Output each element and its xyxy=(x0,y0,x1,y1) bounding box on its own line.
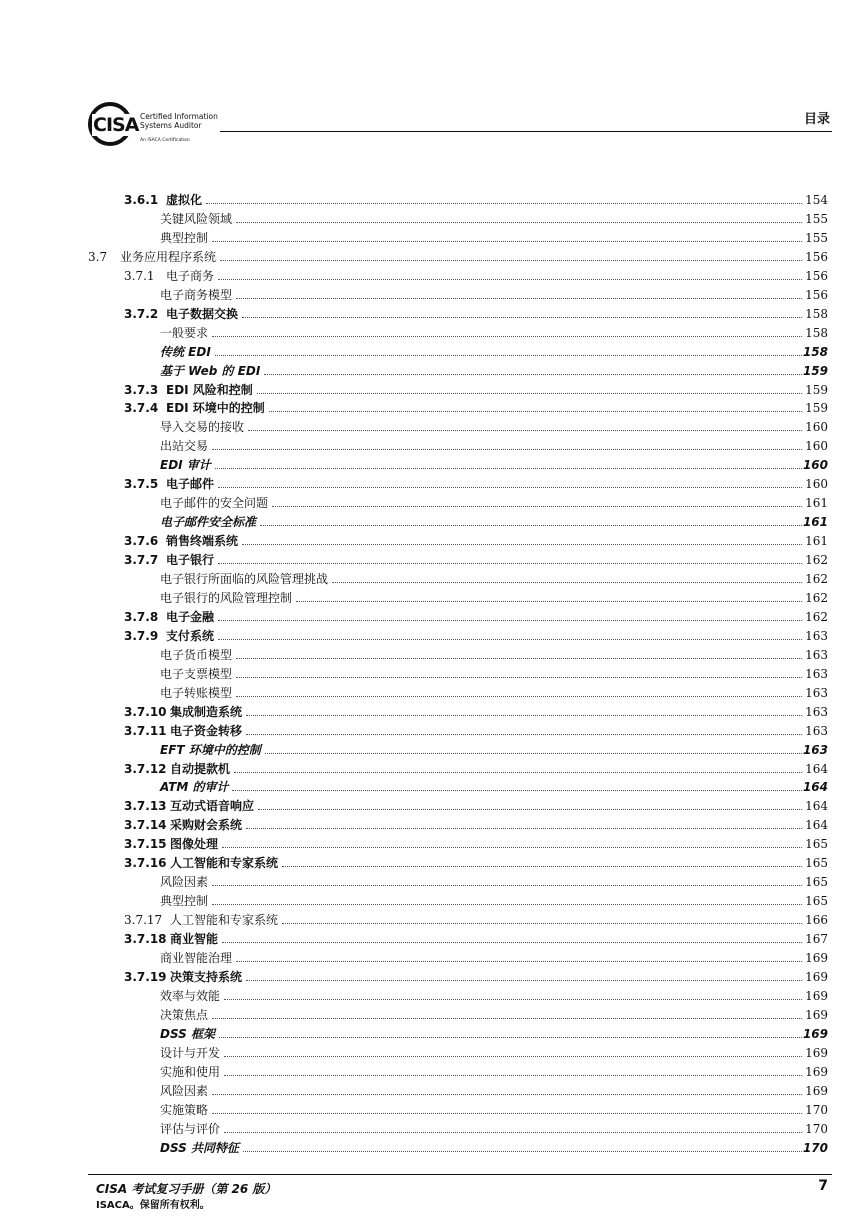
toc-entry-title: EFT 环境中的控制 xyxy=(160,742,261,757)
toc-entry-page: 163 xyxy=(805,647,828,662)
toc-entry[interactable] xyxy=(0,1006,868,1025)
toc-entry-page: 165 xyxy=(805,894,828,909)
toc-entry-title: 设计与开发 xyxy=(160,1045,221,1060)
toc-entry[interactable] xyxy=(0,210,868,229)
toc-entry-title: 互动式语音响应 xyxy=(170,799,255,814)
toc-entry-title: DSS 框架 xyxy=(160,1026,215,1041)
toc-entry-number: 3.7.19 xyxy=(124,969,167,984)
toc-entry-page: 160 xyxy=(805,439,828,454)
toc-entry-page: 167 xyxy=(805,932,828,947)
toc-leader-dots xyxy=(218,487,802,488)
toc-entry-title: 图像处理 xyxy=(170,837,219,852)
toc-entry-title: 电子邮件 xyxy=(166,477,215,492)
toc-entry-page: 162 xyxy=(805,590,828,605)
toc-leader-dots xyxy=(218,620,802,621)
toc-entry-title: 电子邮件安全标准 xyxy=(160,515,257,530)
toc-entry-title: 一般要求 xyxy=(160,325,209,340)
toc-entry-title: EDI 环境中的控制 xyxy=(166,401,265,416)
toc-leader-dots xyxy=(264,374,802,375)
toc-entry-page: 155 xyxy=(805,211,828,226)
toc-entry-number: 3.7.1 xyxy=(124,268,155,283)
toc-entry-title: DSS 共同特征 xyxy=(160,1140,239,1155)
toc-entry-title: 出站交易 xyxy=(160,439,209,454)
toc-entry-number: 3.7 xyxy=(88,249,108,264)
toc-entry-number: 3.7.16 xyxy=(124,856,167,871)
toc-entry[interactable] xyxy=(0,1082,868,1101)
toc-entry-page: 169 xyxy=(802,1026,828,1041)
toc-entry-title: EDI 审计 xyxy=(160,458,211,473)
toc-entry[interactable] xyxy=(0,930,868,949)
toc-entry[interactable] xyxy=(0,305,868,324)
toc-entry-title: 虚拟化 xyxy=(166,193,203,207)
toc-entry-number: 3.7.10 xyxy=(124,704,167,719)
toc-entry-title: 支付系统 xyxy=(166,628,215,643)
toc-entry-title: 评估与评价 xyxy=(160,1121,221,1136)
toc-entry-number: 3.7.4 xyxy=(124,401,159,416)
toc-entry-number: 3.7.13 xyxy=(124,799,167,814)
toc-entry-number: 3.7.14 xyxy=(124,818,167,833)
toc-entry-page: 169 xyxy=(805,1007,828,1022)
toc-leader-dots xyxy=(218,279,802,280)
toc-entry-page: 154 xyxy=(805,193,828,207)
toc-leader-dots xyxy=(212,904,802,905)
toc-entry[interactable] xyxy=(0,475,868,494)
toc-entry-page: 158 xyxy=(802,344,828,359)
toc-entry-title: 实施和使用 xyxy=(160,1064,221,1079)
toc-entry-page: 161 xyxy=(805,496,828,511)
toc-entry-page: 159 xyxy=(802,363,828,378)
toc-entry-number: 3.7.8 xyxy=(124,609,159,624)
toc-entry-number: 3.7.11 xyxy=(124,723,167,738)
toc-entry-number: 3.7.18 xyxy=(124,932,167,947)
toc-entry-page: 160 xyxy=(805,420,828,435)
toc-entry-page: 169 xyxy=(805,1064,828,1079)
toc-entry[interactable] xyxy=(0,684,868,703)
toc-entry[interactable] xyxy=(0,703,868,722)
toc-leader-dots xyxy=(243,1151,802,1152)
toc-entry-number: 3.7.5 xyxy=(124,477,159,492)
toc-entry-title: 电子商务模型 xyxy=(160,287,233,302)
toc-leader-dots xyxy=(296,601,802,602)
logo-text xyxy=(140,112,218,130)
toc-leader-dots xyxy=(212,1094,802,1095)
logo-mark: CISA xyxy=(93,114,139,136)
toc-entry-title: 人工智能和专家系统 xyxy=(170,913,279,928)
toc-leader-dots xyxy=(224,999,802,1000)
toc-entry[interactable] xyxy=(0,646,868,665)
toc-entry-title: 导入交易的接收 xyxy=(160,420,245,435)
toc-entry-page: 159 xyxy=(805,401,828,416)
toc-entry-number: 3.7.2 xyxy=(124,306,159,321)
toc-entry[interactable] xyxy=(0,760,868,779)
toc-entry-page: 162 xyxy=(805,572,828,586)
toc-entry-page: 162 xyxy=(805,609,828,624)
toc-entry-title: 集成制造系统 xyxy=(170,704,243,719)
toc-entry-page: 170 xyxy=(805,1121,828,1136)
toc-entry-page: 156 xyxy=(805,268,828,283)
toc-entry-page: 164 xyxy=(802,780,828,795)
toc-leader-dots xyxy=(224,1132,802,1133)
page-number: 7 xyxy=(818,1178,828,1194)
toc-entry-title: 电子商务 xyxy=(166,268,215,283)
toc-leader-dots xyxy=(242,544,802,545)
toc-entry-page: 163 xyxy=(805,685,828,700)
toc-entry[interactable] xyxy=(0,551,868,570)
toc-entry-title: 销售终端系统 xyxy=(166,534,239,549)
toc-entry[interactable] xyxy=(0,1139,868,1158)
toc-entry[interactable] xyxy=(0,324,868,343)
toc-entry-page: 163 xyxy=(805,704,828,719)
toc-entry[interactable] xyxy=(0,399,868,418)
toc-entry[interactable] xyxy=(0,1063,868,1082)
toc-entry[interactable] xyxy=(0,892,868,911)
toc-entry-number: 3.7.17 xyxy=(124,913,163,928)
toc-entry-title: 业务应用程序系统 xyxy=(120,249,217,264)
toc-entry[interactable] xyxy=(0,362,868,381)
toc-leader-dots xyxy=(236,696,802,697)
toc-leader-dots xyxy=(282,923,802,924)
toc-entry-page: 164 xyxy=(805,818,828,833)
toc-leader-dots xyxy=(212,1018,802,1019)
toc-entry-page: 164 xyxy=(805,761,828,776)
toc-entry[interactable] xyxy=(0,854,868,873)
toc-entry[interactable] xyxy=(0,248,868,267)
toc-leader-dots xyxy=(212,449,802,450)
toc-leader-dots xyxy=(212,885,802,886)
logo-line-2: Systems Auditor xyxy=(140,121,202,130)
toc-leader-dots xyxy=(222,942,802,943)
toc-entry-title: 电子资金转移 xyxy=(170,723,243,738)
toc-entry-title: 典型控制 xyxy=(160,230,209,245)
footer-rule xyxy=(88,1174,832,1175)
toc-entry-page: 161 xyxy=(802,515,828,530)
footer-copyright: ISACA。保留所有权利。 xyxy=(96,1200,210,1211)
toc-entry-title: 效率与效能 xyxy=(160,988,221,1003)
toc-entry-page: 165 xyxy=(805,837,828,852)
toc-entry[interactable] xyxy=(0,608,868,627)
toc-entry-title: 电子金融 xyxy=(166,609,215,624)
toc-entry[interactable] xyxy=(0,570,868,589)
toc-leader-dots xyxy=(242,317,802,318)
toc-entry[interactable] xyxy=(0,816,868,835)
toc-entry[interactable] xyxy=(0,778,868,797)
toc-entry[interactable] xyxy=(0,665,868,684)
toc-entry-title: 电子银行 xyxy=(166,553,215,568)
toc-entry[interactable] xyxy=(0,191,868,210)
toc-entry-title: 采购财会系统 xyxy=(170,818,243,833)
logo-subtitle: An ISACA Certification xyxy=(140,138,190,143)
toc-entry-page: 155 xyxy=(805,230,828,245)
toc-leader-dots xyxy=(212,1113,802,1114)
toc-leader-dots xyxy=(236,298,802,299)
toc-entry-page: 163 xyxy=(805,723,828,738)
toc-entry-title: 传统 EDI xyxy=(160,344,211,359)
toc-entry-title: 商业智能治理 xyxy=(160,951,233,965)
toc-entry-number: 3.7.15 xyxy=(124,837,167,852)
toc-leader-dots xyxy=(260,525,802,526)
toc-entry[interactable] xyxy=(0,1044,868,1063)
toc-entry[interactable] xyxy=(0,513,868,532)
toc-entry[interactable] xyxy=(0,532,868,551)
toc-entry-page: 169 xyxy=(805,988,828,1003)
toc-leader-dots xyxy=(219,1037,802,1038)
toc-entry-title: 人工智能和专家系统 xyxy=(170,856,279,871)
toc-entry-number: 3.6.1 xyxy=(124,193,159,207)
toc-entry-page: 163 xyxy=(805,628,828,643)
toc-leader-dots xyxy=(236,222,802,223)
toc-entry-title: ATM 的审计 xyxy=(160,780,229,795)
toc-entry-page: 162 xyxy=(805,553,828,568)
toc-entry-page: 163 xyxy=(802,742,828,757)
toc-leader-dots xyxy=(220,260,802,261)
toc-leader-dots xyxy=(234,772,802,773)
toc-leader-dots xyxy=(215,468,802,469)
toc-entry[interactable] xyxy=(0,1120,868,1139)
toc-entry-page: 156 xyxy=(805,287,828,302)
toc-entry[interactable] xyxy=(0,1101,868,1120)
toc-entry-title: 决策支持系统 xyxy=(170,969,243,984)
toc-entry[interactable] xyxy=(0,381,868,400)
toc-entry[interactable] xyxy=(0,741,868,760)
toc-entry-title: 关键风险领域 xyxy=(160,211,233,226)
toc-entry-page: 165 xyxy=(805,856,828,871)
toc-entry[interactable] xyxy=(0,835,868,854)
toc-leader-dots xyxy=(212,336,802,337)
toc-leader-dots xyxy=(246,715,802,716)
toc-entry-page: 160 xyxy=(805,477,828,492)
toc-entry-title: 电子银行所面临的风险管理挑战 xyxy=(160,572,329,586)
toc-entry-page: 158 xyxy=(805,325,828,340)
toc-entry[interactable] xyxy=(0,968,868,987)
toc-entry-page: 169 xyxy=(805,1083,828,1098)
toc-entry-title: 商业智能 xyxy=(170,932,219,947)
toc-leader-dots xyxy=(218,563,802,564)
toc-entry[interactable] xyxy=(0,797,868,816)
toc-leader-dots xyxy=(282,866,802,867)
toc-entry-page: 169 xyxy=(805,951,828,965)
toc-leader-dots xyxy=(222,847,802,848)
toc-entry-title: 风险因素 xyxy=(160,875,209,890)
toc-entry-number: 3.7.12 xyxy=(124,761,167,776)
toc-entry[interactable] xyxy=(0,286,868,305)
toc-leader-dots xyxy=(218,639,802,640)
toc-entry-page: 169 xyxy=(805,969,828,984)
header-rule xyxy=(220,131,832,132)
toc-leader-dots xyxy=(215,355,802,356)
toc-entry-title: 决策焦点 xyxy=(160,1007,209,1022)
toc-leader-dots xyxy=(236,658,802,659)
toc-leader-dots xyxy=(224,1056,802,1057)
toc-entry[interactable] xyxy=(0,722,868,741)
toc-leader-dots xyxy=(246,980,802,981)
toc-entry-page: 159 xyxy=(805,382,828,397)
toc-entry[interactable] xyxy=(0,343,868,362)
toc-entry-title: 自动提款机 xyxy=(170,761,231,776)
toc-entry-page: 169 xyxy=(805,1045,828,1060)
toc-entry-title: EDI 风险和控制 xyxy=(166,382,253,397)
toc-leader-dots xyxy=(258,809,802,810)
toc-entry-number: 3.7.3 xyxy=(124,382,159,397)
toc-entry[interactable] xyxy=(0,437,868,456)
toc-leader-dots xyxy=(269,411,802,412)
toc-leader-dots xyxy=(248,430,802,431)
toc-entry[interactable] xyxy=(0,987,868,1006)
toc-entry-title: 实施策略 xyxy=(160,1102,209,1117)
toc-entry-page: 166 xyxy=(805,913,828,928)
toc-entry-title: 电子邮件的安全问题 xyxy=(160,496,269,511)
logo-line-1: Certified Information xyxy=(140,112,218,121)
toc-entry-number: 3.7.6 xyxy=(124,534,159,549)
footer-book-title: CISA 考试复习手册（第 26 版） xyxy=(96,1182,277,1196)
toc-leader-dots xyxy=(265,753,802,754)
toc-entry-page: 158 xyxy=(805,306,828,321)
toc-leader-dots xyxy=(332,582,802,583)
toc-entry[interactable] xyxy=(0,911,868,930)
toc-leader-dots xyxy=(246,828,802,829)
toc-entry[interactable] xyxy=(0,456,868,475)
toc-entry[interactable] xyxy=(0,1025,868,1044)
toc-entry-title: 电子转账模型 xyxy=(160,685,233,700)
toc-entry-title: 基于 Web 的 EDI xyxy=(160,363,261,378)
toc-entry-title: 电子货币模型 xyxy=(160,647,233,662)
toc-entry-page: 165 xyxy=(805,875,828,890)
toc-entry-page: 156 xyxy=(805,249,828,264)
toc-entry[interactable] xyxy=(0,589,868,608)
toc-entry-page: 160 xyxy=(802,458,828,473)
toc-entry-title: 电子数据交换 xyxy=(166,306,239,321)
toc-entry-number: 3.7.7 xyxy=(124,553,159,568)
toc-entry[interactable] xyxy=(0,949,868,968)
toc-leader-dots xyxy=(206,203,802,204)
toc-entry-page: 170 xyxy=(805,1102,828,1117)
toc-entry-number: 3.7.9 xyxy=(124,628,159,643)
toc-leader-dots xyxy=(224,1075,802,1076)
toc-leader-dots xyxy=(236,677,802,678)
toc-entry[interactable] xyxy=(0,418,868,437)
toc-entry-title: 风险因素 xyxy=(160,1083,209,1098)
toc-entry[interactable] xyxy=(0,267,868,286)
toc-entry[interactable] xyxy=(0,494,868,513)
toc-leader-dots xyxy=(272,506,802,507)
toc-entry-page: 161 xyxy=(805,534,828,549)
toc-entry-page: 163 xyxy=(805,666,828,681)
toc-entry-title: 电子支票模型 xyxy=(160,666,233,681)
toc-entry-page: 164 xyxy=(805,799,828,814)
toc-leader-dots xyxy=(236,961,802,962)
toc-entry[interactable] xyxy=(0,627,868,646)
toc-leader-dots xyxy=(257,393,802,394)
section-title: 目录 xyxy=(803,112,830,127)
toc-leader-dots xyxy=(246,734,802,735)
toc-entry[interactable] xyxy=(0,873,868,892)
toc-entry[interactable] xyxy=(0,229,868,248)
toc-entry-title: 典型控制 xyxy=(160,894,209,909)
cisa-logo xyxy=(88,100,228,150)
toc-entry-page: 170 xyxy=(802,1140,828,1155)
toc-leader-dots xyxy=(212,241,802,242)
toc-entry-title: 电子银行的风险管理控制 xyxy=(160,590,293,605)
toc-leader-dots xyxy=(232,790,802,791)
